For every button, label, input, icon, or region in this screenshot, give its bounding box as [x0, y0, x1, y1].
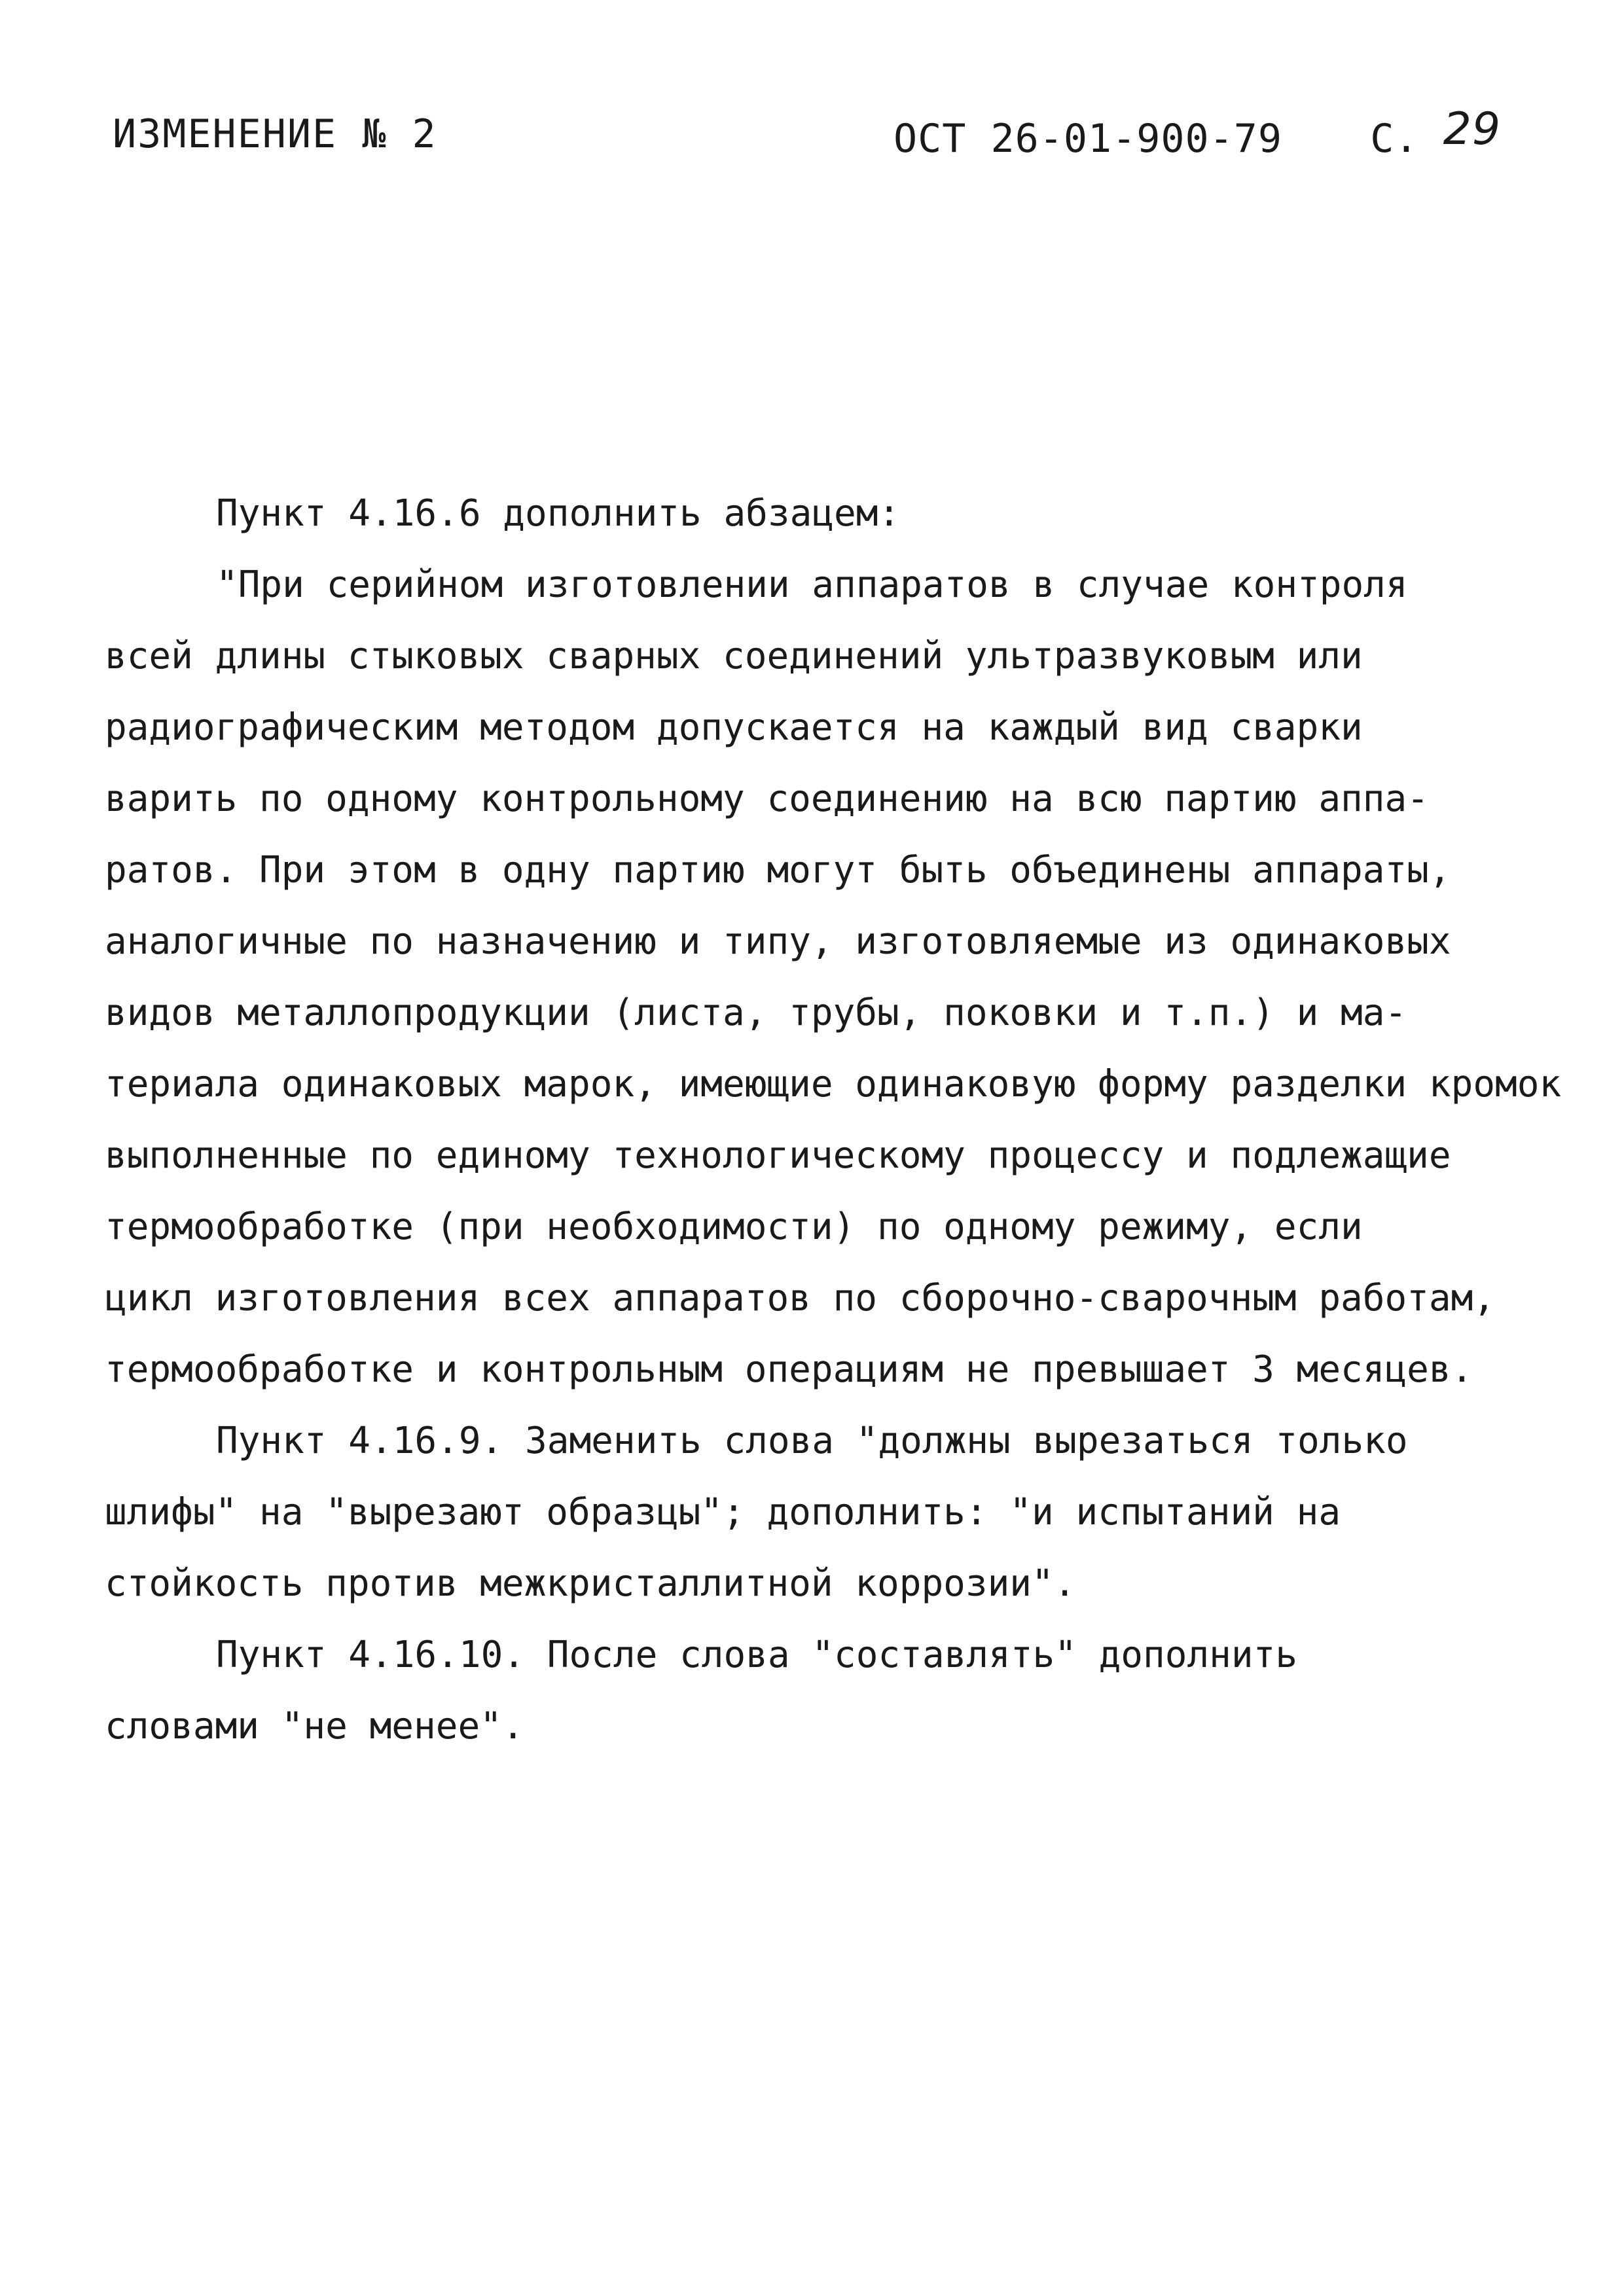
paragraph-line: выполненные по единому технологическому процессу и подлежащие — [105, 1134, 1451, 1177]
paragraph-line: видов металлопродукции (листа, трубы, поковки и т.п.) и ма- — [105, 992, 1407, 1034]
paragraph-line: Пункт 4.16.10. После слова "составлять" дополнить — [216, 1634, 1298, 1676]
doc-code: ОСТ 26-01-900-79 — [893, 116, 1282, 162]
paragraph-line: словами "не менее". — [105, 1705, 524, 1748]
paragraph-line: шлифы" на "вырезают образцы"; дополнить: "и испытаний на — [105, 1491, 1341, 1534]
paragraph-line: аналогичные по назначению и типу, изготовляемые из одинаковых — [105, 920, 1451, 963]
paragraph-line: всей длины стыковых сварных соединений ультразвуковым или — [105, 635, 1363, 677]
paragraph-line: териала одинаковых марок, имеющие одинаковую форму разделки кромок — [105, 1063, 1562, 1105]
paragraph-line: Пункт 4.16.6 дополнить абзацем: — [216, 492, 901, 535]
document-code-header — [893, 103, 1502, 163]
change-number-header: ИЗМЕНЕНИЕ № 2 — [113, 111, 437, 157]
paragraph-line: радиографическим методом допускается на каждый вид сварки — [105, 706, 1363, 749]
paragraph-line: термообработке (при необходимости) по одному режиму, если — [105, 1206, 1363, 1248]
paragraph-line: стойкость против межкристаллитной коррозии". — [105, 1562, 1076, 1605]
paragraph-line: термообработке и контрольным операциям не превышает 3 месяцев. — [105, 1348, 1473, 1391]
document-body — [105, 478, 1591, 1762]
page-prefix: С. — [1370, 116, 1419, 162]
page-number: 29 — [1443, 103, 1502, 155]
paragraph-line: ратов. При этом в одну партию могут быть объединены аппараты, — [105, 849, 1451, 891]
paragraph-line: Пункт 4.16.9. Заменить слова "должны вырезаться только — [216, 1420, 1408, 1462]
paragraph-line: цикл изготовления всех аппаратов по сборочно-сварочным работам, — [105, 1277, 1496, 1319]
paragraph-line: варить по одному контрольному соединению на всю партию аппа- — [105, 778, 1429, 820]
paragraph-line: "При серийном изготовлении аппаратов в случае контроля — [216, 564, 1408, 606]
